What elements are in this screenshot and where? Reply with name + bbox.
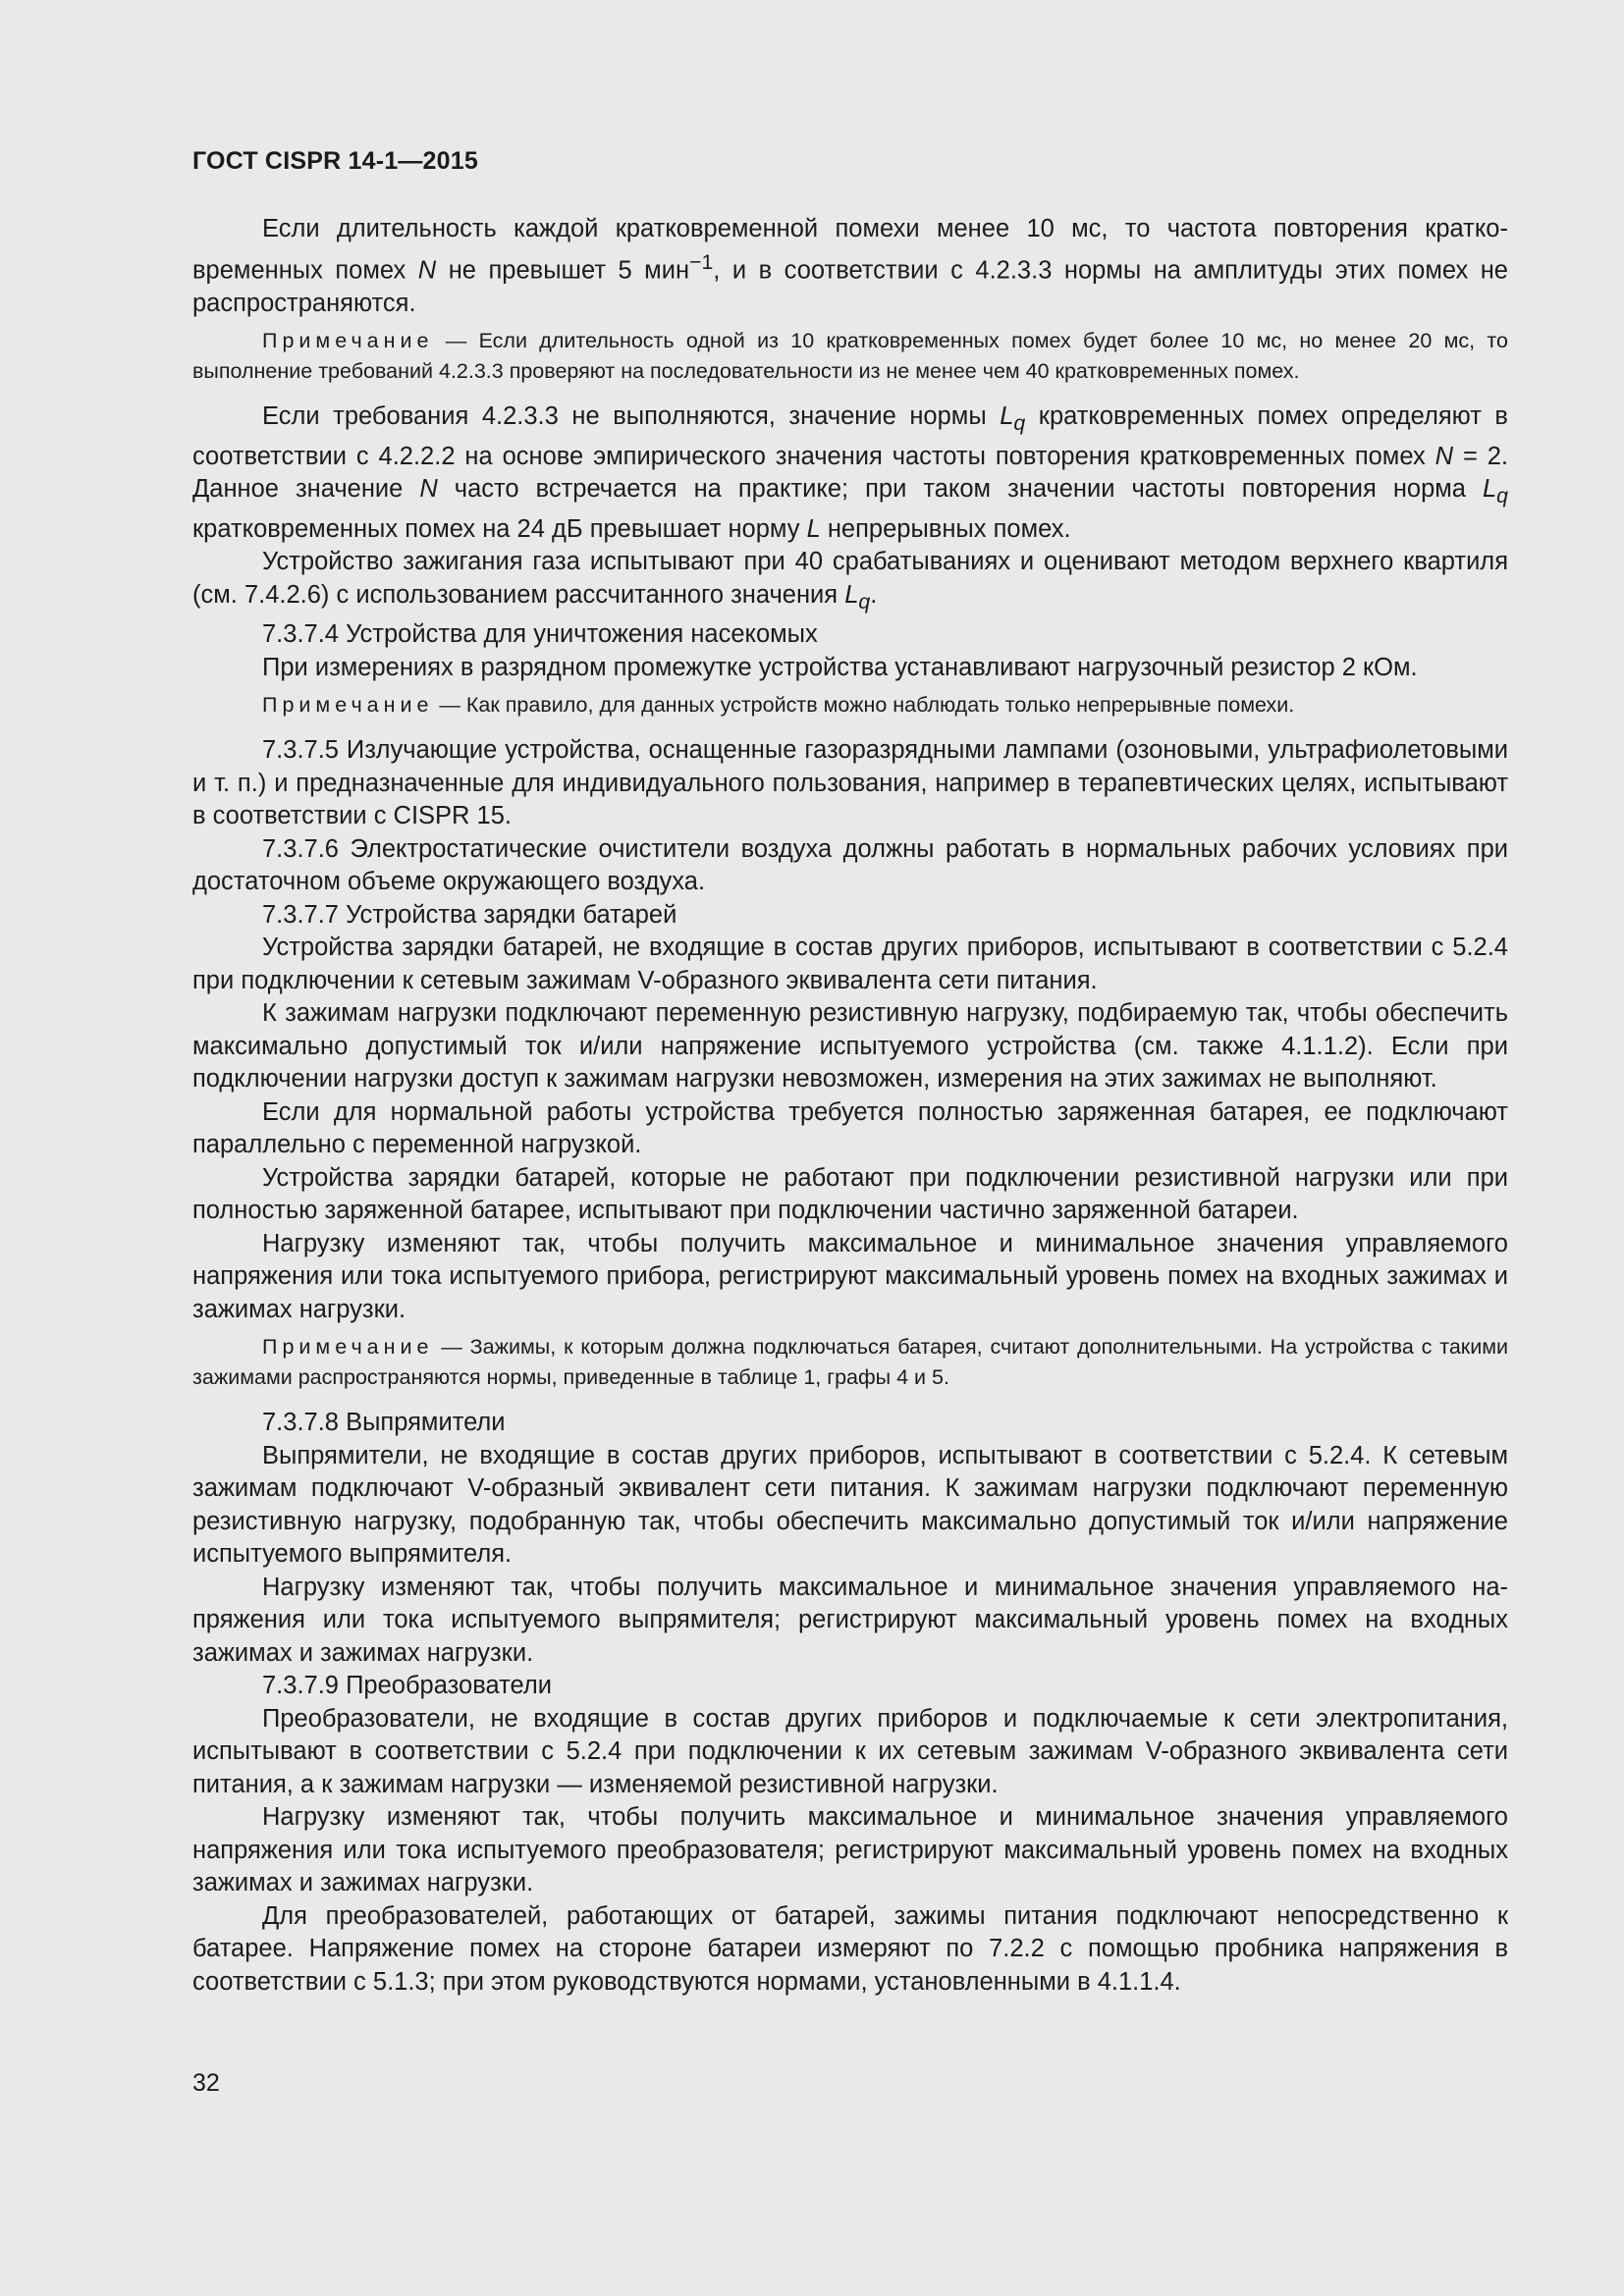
note-label: Примечание xyxy=(262,1335,434,1360)
note: Примечание — Если длительность одной из 10 кратковременных помех будет более 10 мс, но менее 20 мс, то выполнение требований 4.2.3.3 проверяют на последовательности из не менее чем 40 кратковременных помех. xyxy=(192,329,1508,383)
note: Примечание — Зажимы, к которым должна подключаться батарея, считают дополнительными. На устройства с такими зажимами распространяются нормы, приведенные в таблице 1, графы 4 и 5. xyxy=(192,1335,1509,1390)
paragraph: Выпрямители, не входящие в состав других приборов, испытывают в соответствии с 5.2.4. К сетевым зажимам подключают V-образный эквивалент сети питания. К зажимам нагрузки подключают переменную резистивную нагрузку, подобранную так, чтобы обеспечить максимально допустимый ток и/или напряжение испытуемого выпрямителя. xyxy=(192,1441,1508,1569)
section-heading: 7.3.7.9 Преобразователи xyxy=(262,1672,552,1700)
paragraph: Преобразователи, не входящие в состав других приборов и подключаемые к сети электропитания, испытывают в соответствии с 5.2.4 при подключении к их сетевым зажимам V-образного эквивалента сети питания, а к зажимам нагрузки — изменяемой резистивной нагрузки. xyxy=(192,1704,1508,1798)
paragraph: Нагрузку изменяют так, чтобы получить максимальное и минимальное значения управляемого напряжения или тока испытуемого выпрямителя; регистрируют максимальный уровень помех на входных зажимах и зажимах нагрузки. xyxy=(192,1573,1508,1667)
note: Примечание — Как правило, для данных устройств можно наблюдать только непрерывные помехи. xyxy=(262,693,1295,718)
document-page xyxy=(192,147,1508,1999)
document-header: ГОСТ CISPR 14-1—2015 xyxy=(192,147,478,175)
paragraph: Устройство зажигания газа испытывают при 40 срабатываниях и оценивают методом верхнего квартиля (см. 7.4.2.6) с использованием рассчитанного значения $L_q$. xyxy=(192,548,1508,614)
paragraph: Устройства зарядки батарей, которые не работают при подключении резистивной нагрузки или при полностью заряженной батарее, испытывают при подключении частично заряженной батареи. xyxy=(192,1163,1508,1225)
paragraph: Устройства зарядки батарей, не входящие в состав других приборов, испытывают в соответствии с 5.2.4 при подключении к сетевым зажимам V-образного эквивалента сети питания. xyxy=(192,934,1508,994)
paragraph: К зажимам нагрузки подключают переменную резистивную нагрузку, подбираемую так, чтобы обеспечить максимально допустимый ток и/или напряжение испытуемого устройства (см. также 4.1.1.2). Если при подключении нагрузки доступ к зажимам нагрузки невозможен, измерения на этих зажимах не выполняют. xyxy=(192,999,1508,1094)
paragraph: 7.3.7.5 Излучающие устройства, оснащенные газоразрядными лампами (озоновыми, ультрафиолетовыми и т. п.) и предназначенные для индивидуального пользования, например в терапевтических целях, испытывают в соответствии с CISPR 15. xyxy=(192,736,1508,830)
section-heading: 7.3.7.4 Устройства для уничтожения насекомых xyxy=(262,620,818,649)
paragraph: Нагрузку изменяют так, чтобы получить максимальное и минимальное значения управляемого напряжения или тока испытуемого преобразователя; регистрируют максимальный уровень помех на входных зажимах и зажимах нагрузки. xyxy=(192,1803,1508,1897)
paragraph: Для преобразователей, работающих от батарей, зажимы питания подключают непосредственно к батарее. Напряжение помех на стороне батареи измеряют по 7.2.2 с помощью пробника напряжения в соответствии с 5.1.3; при этом руководствуются нормами, установленными в 4.1.1.4. xyxy=(192,1901,1508,1996)
page-number: 32 xyxy=(192,2069,220,2097)
note-label: Примечание xyxy=(262,329,434,352)
paragraph: Нагрузку изменяют так, чтобы получить максимальное и минимальное значения управляемого напряжения или тока испытуемого прибора, регистрируют максимальный уровень помех на входных зажимах и зажимах нагрузки. xyxy=(192,1229,1508,1323)
paragraph: При измерениях в разрядном промежутке устройства устанавливают нагрузочный резистор 2 кОм. xyxy=(262,653,1418,681)
section-heading: 7.3.7.7 Устройства зарядки батарей xyxy=(262,900,677,929)
paragraph: Если для нормальной работы устройства требуется полностью заряженная батарея, ее подключают параллельно с переменной нагрузкой. xyxy=(192,1097,1508,1159)
paragraph: Если длительность каждой кратковременной помехи менее 10 мс, то частота повторения кратковременных помех N не превышет 5 мин$^{-1}$, и в соответствии с 4.2.3.3 нормы на амплитуды этих помех не распространяются. xyxy=(192,215,1508,317)
note-label: Примечание xyxy=(262,693,434,718)
paragraph: 7.3.7.6 Электростатические очистители воздуха должны работать в нормальных рабочих условиях при достаточном объеме окружающего воздуха. xyxy=(192,834,1508,896)
paragraph: Если требования 4.2.3.3 не выполняются, значение нормы $L_q$ кратковременных помех определяют в соответствии с 4.2.2.2 на основе эмпирического значения частоты повторения кратковременных помех N = 2. Данное значение N часто встречается на практике; при таком значении частоты повторения норма $L_q$ кратковременных помех на 24 дБ превышает норму L непрерывных помех. xyxy=(192,402,1509,543)
section-heading: 7.3.7.8 Выпрямители xyxy=(262,1409,506,1437)
